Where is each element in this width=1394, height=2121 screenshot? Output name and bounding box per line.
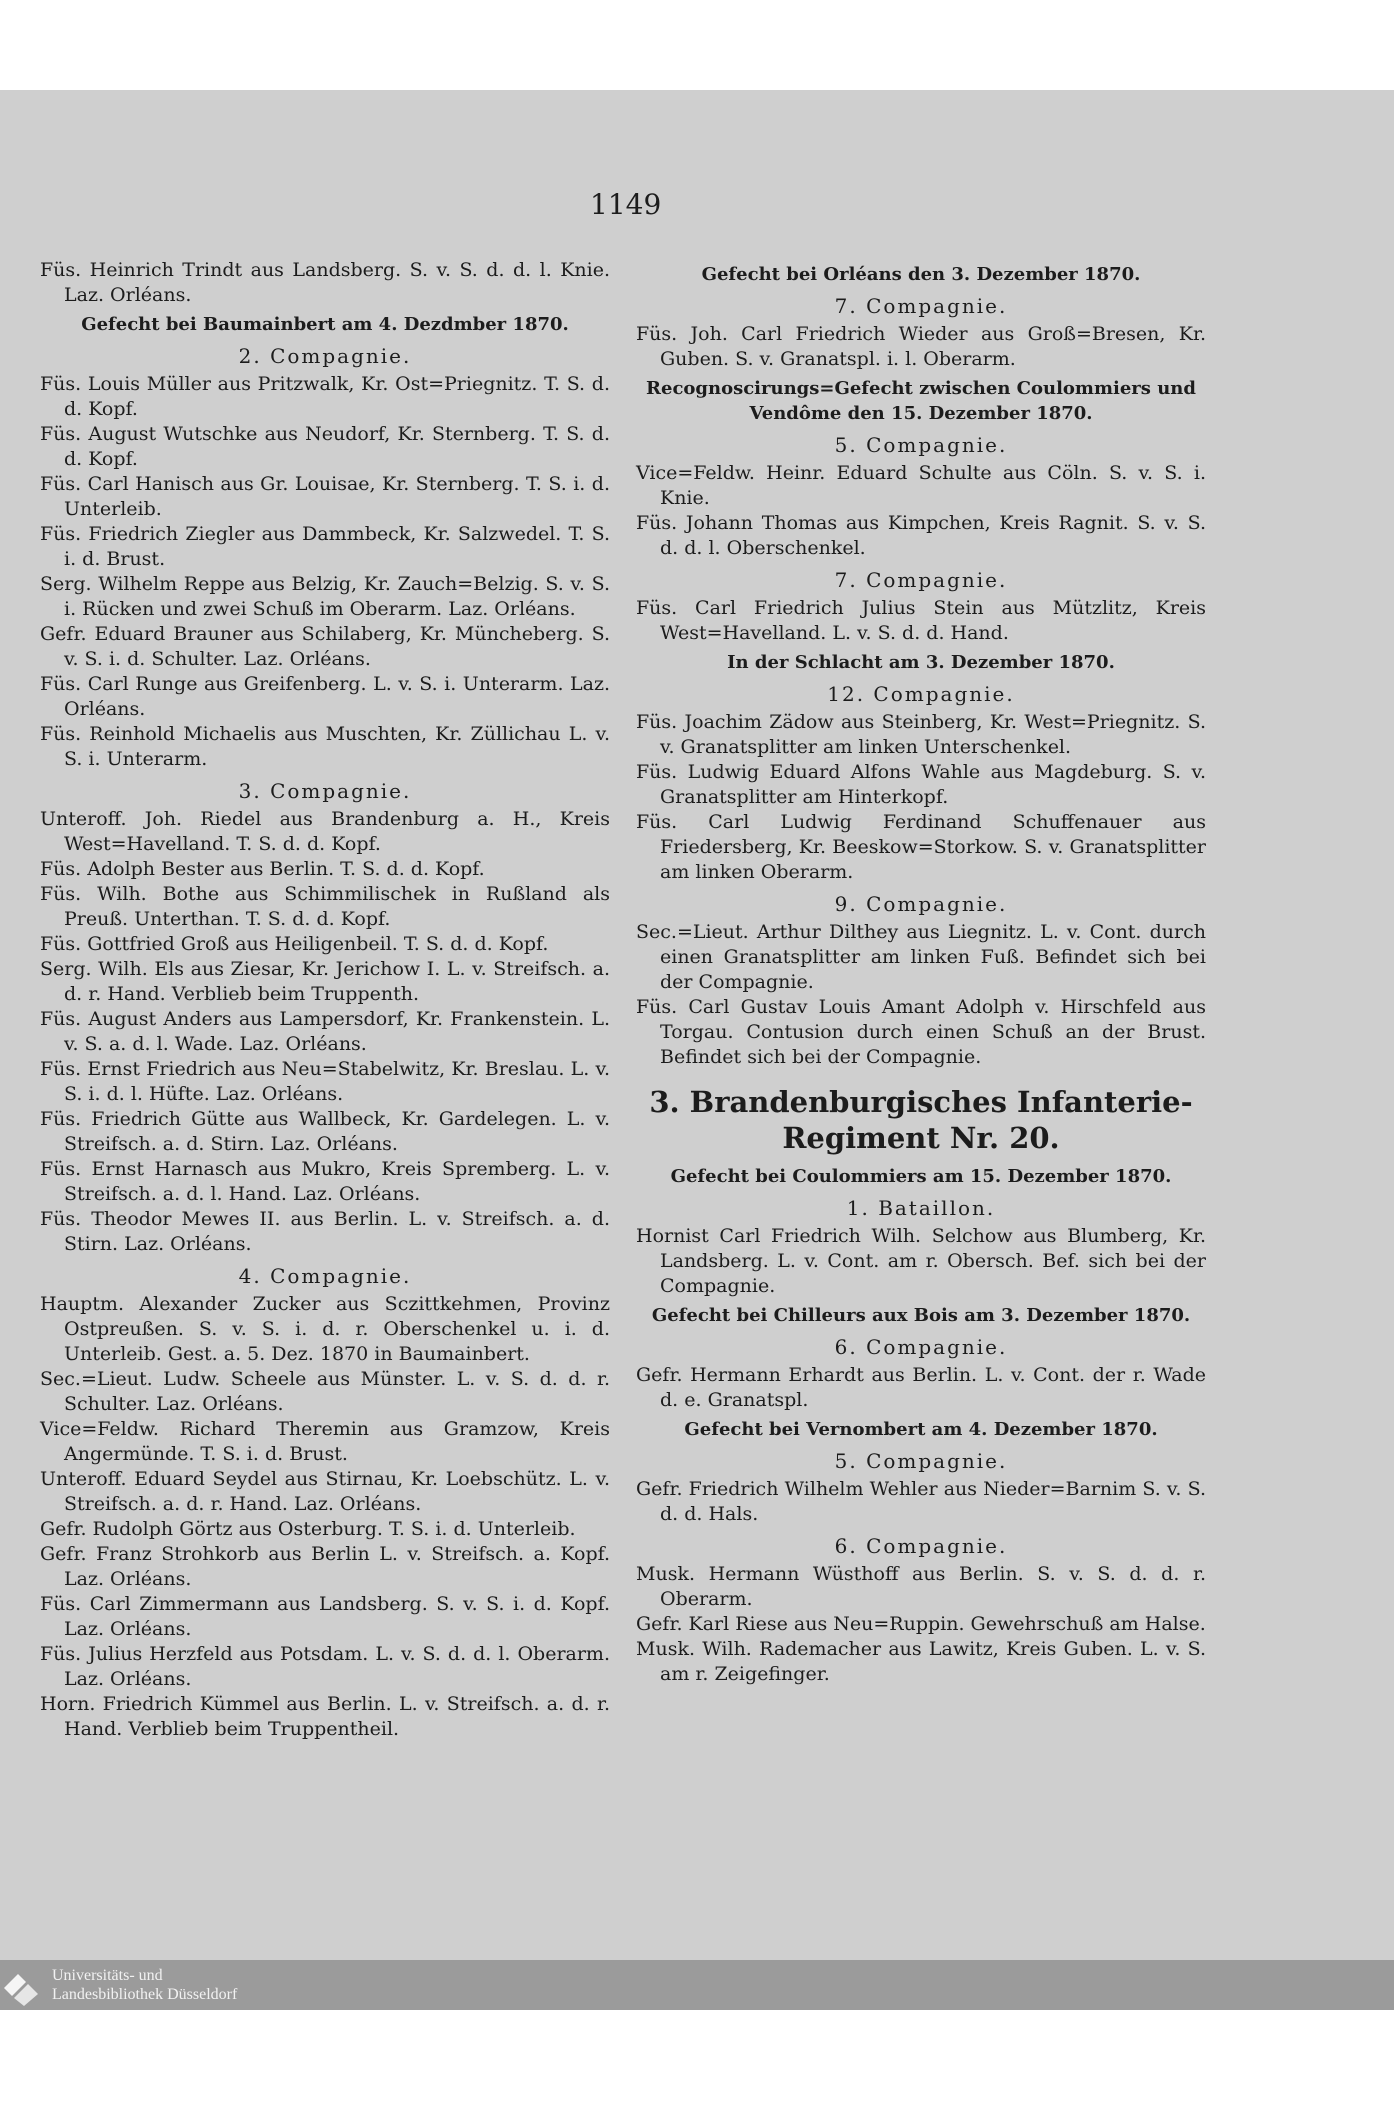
casualty-entry: Gefr. Hermann Erhardt aus Berlin. L. v. Cont. der r. Wade d. e. Granatspl. bbox=[636, 1364, 1206, 1411]
left-column bbox=[40, 258, 610, 1742]
casualty-entry: Musk. Hermann Wüsthoff aus Berlin. S. v. S. d. d. r. Oberarm. bbox=[636, 1563, 1206, 1610]
company-heading: 3. Compagnie. bbox=[238, 779, 412, 803]
battle-heading: Gefecht bei Baumainbert am 4. Dezdmber 1870. bbox=[81, 314, 569, 335]
library-footer bbox=[0, 1960, 1394, 2010]
casualty-entry: Serg. Wilh. Els aus Ziesar, Kr. Jerichow I. L. v. Streifsch. a. d. r. Hand. Verblieb beim Truppenth. bbox=[40, 958, 610, 1005]
casualty-entry: Füs. Heinrich Trindt aus Landsberg. S. v. S. d. d. l. Knie. Laz. Orléans. bbox=[40, 259, 610, 306]
casualty-entry: Hauptm. Alexander Zucker aus Sczittkehmen, Provinz Ostpreußen. S. v. S. i. d. r. Oberschenkel u. i. d. Unterleib. Gest. a. 5. Dez. 1870 in Baumainbert. bbox=[40, 1293, 610, 1365]
company-heading: 6. Compagnie. bbox=[834, 1335, 1008, 1359]
company-heading: 12. Compagnie. bbox=[827, 682, 1015, 706]
casualty-entry: Unteroff. Joh. Riedel aus Brandenburg a. H., Kreis West=Havelland. T. S. d. d. Kopf. bbox=[40, 808, 610, 855]
library-name bbox=[52, 1966, 237, 2004]
page-number: 1149 bbox=[590, 188, 662, 221]
casualty-entry: Füs. Joh. Carl Friedrich Wieder aus Groß=Bresen, Kr. Guben. S. v. Granatspl. i. l. Oberarm. bbox=[636, 323, 1206, 370]
casualty-entry: Füs. Ernst Friedrich aus Neu=Stabelwitz, Kr. Breslau. L. v. S. i. d. l. Hüfte. Laz. Orléans. bbox=[40, 1058, 610, 1105]
casualty-entry: Füs. Reinhold Michaelis aus Muschten, Kr. Züllichau L. v. S. i. Unterarm. bbox=[40, 723, 610, 770]
casualty-entry: Vice=Feldw. Richard Theremin aus Gramzow, Kreis Angermünde. T. S. i. d. Brust. bbox=[40, 1418, 610, 1465]
casualty-entry: Füs. Louis Müller aus Pritzwalk, Kr. Ost=Priegnitz. T. S. d. d. Kopf. bbox=[40, 373, 610, 420]
library-name-line2: Landesbibliothek Düsseldorf bbox=[52, 1986, 238, 2003]
casualty-entry: Füs. Wilh. Bothe aus Schimmilischek in Rußland als Preuß. Unterthan. T. S. d. d. Kopf. bbox=[40, 883, 610, 930]
casualty-entry: Füs. Gottfried Groß aus Heiligenbeil. T. S. d. d. Kopf. bbox=[40, 933, 549, 955]
library-logo-icon bbox=[0, 1966, 44, 2006]
library-name-line1: Universitäts- und bbox=[52, 1967, 163, 1984]
casualty-entry: Unteroff. Eduard Seydel aus Stirnau, Kr. Loebschütz. L. v. Streifsch. a. d. r. Hand. Laz. Orléans. bbox=[40, 1468, 610, 1515]
battle-heading: In der Schlacht am 3. Dezember 1870. bbox=[727, 652, 1115, 673]
casualty-entry: Füs. Joachim Zädow aus Steinberg, Kr. West=Priegnitz. S. v. Granatsplitter am linken Unterschenkel. bbox=[636, 711, 1206, 758]
casualty-entry: Füs. Carl Hanisch aus Gr. Louisae, Kr. Sternberg. T. S. i. d. Unterleib. bbox=[40, 473, 610, 520]
regiment-heading: 3. Brandenburgisches Infanterie-Regiment Nr. 20. bbox=[649, 1085, 1193, 1155]
casualty-entry: Sec.=Lieut. Arthur Dilthey aus Liegnitz. L. v. Cont. durch einen Granatsplitter am linken Fuß. Befindet sich bei der Compagnie. bbox=[636, 921, 1206, 993]
casualty-entry: Füs. Theodor Mewes II. aus Berlin. L. v. Streifsch. a. d. Stirn. Laz. Orléans. bbox=[40, 1208, 610, 1255]
battle-heading: Recognoscirungs=Gefecht zwischen Coulommiers und Vendôme den 15. Dezember 1870. bbox=[646, 378, 1196, 424]
company-heading: 5. Compagnie. bbox=[834, 1449, 1008, 1473]
casualty-entry: Füs. Carl Gustav Louis Amant Adolph v. Hirschfeld aus Torgau. Contusion durch einen Schuß an der Brust. Befindet sich bei der Compagnie. bbox=[636, 996, 1206, 1068]
casualty-entry: Sec.=Lieut. Ludw. Scheele aus Münster. L. v. S. d. d. r. Schulter. Laz. Orléans. bbox=[40, 1368, 610, 1415]
battle-heading: Gefecht bei Vernombert am 4. Dezember 1870. bbox=[684, 1419, 1158, 1440]
company-heading: 7. Compagnie. bbox=[834, 568, 1008, 592]
casualty-entry: Gefr. Rudolph Görtz aus Osterburg. T. S. i. d. Unterleib. bbox=[40, 1518, 576, 1540]
casualty-entry: Füs. Carl Runge aus Greifenberg. L. v. S. i. Unterarm. Laz. Orléans. bbox=[40, 673, 610, 720]
casualty-entry: Füs. Carl Zimmermann aus Landsberg. S. v. S. i. d. Kopf. Laz. Orléans. bbox=[40, 1593, 610, 1640]
casualty-entry: Hornist Carl Friedrich Wilh. Selchow aus Blumberg, Kr. Landsberg. L. v. Cont. am r. Obersch. Bef. sich bei der Compagnie. bbox=[636, 1225, 1206, 1297]
casualty-entry: Füs. Adolph Bester aus Berlin. T. S. d. d. Kopf. bbox=[40, 858, 485, 880]
company-heading: 2. Compagnie. bbox=[238, 344, 412, 368]
company-heading: 9. Compagnie. bbox=[834, 892, 1008, 916]
company-heading: 6. Compagnie. bbox=[834, 1534, 1008, 1558]
casualty-entry: Gefr. Friedrich Wilhelm Wehler aus Nieder=Barnim S. v. S. d. d. Hals. bbox=[636, 1478, 1206, 1525]
casualty-entry: Füs. August Wutschke aus Neudorf, Kr. Sternberg. T. S. d. d. Kopf. bbox=[40, 423, 610, 470]
casualty-entry: Füs. Julius Herzfeld aus Potsdam. L. v. S. d. d. l. Oberarm. Laz. Orléans. bbox=[40, 1643, 610, 1690]
casualty-entry: Füs. August Anders aus Lampersdorf, Kr. Frankenstein. L. v. S. a. d. l. Wade. Laz. Orléans. bbox=[40, 1008, 610, 1055]
casualty-entry: Gefr. Franz Strohkorb aus Berlin L. v. Streifsch. a. Kopf. Laz. Orléans. bbox=[40, 1543, 610, 1590]
company-heading: 7. Compagnie. bbox=[834, 294, 1008, 318]
right-column bbox=[636, 258, 1206, 1687]
casualty-entry: Füs. Ernst Harnasch aus Mukro, Kreis Spremberg. L. v. Streifsch. a. d. l. Hand. Laz. Orléans. bbox=[40, 1158, 610, 1205]
casualty-entry: Füs. Friedrich Ziegler aus Dammbeck, Kr. Salzwedel. T. S. i. d. Brust. bbox=[40, 523, 610, 570]
battle-heading: Gefecht bei Orléans den 3. Dezember 1870. bbox=[701, 264, 1141, 285]
casualty-entry: Serg. Wilhelm Reppe aus Belzig, Kr. Zauch=Belzig. S. v. S. i. Rücken und zwei Schuß im Oberarm. Laz. Orléans. bbox=[40, 573, 610, 620]
casualty-entry: Füs. Johann Thomas aus Kimpchen, Kreis Ragnit. S. v. S. d. d. l. Oberschenkel. bbox=[636, 512, 1206, 559]
company-heading: 1. Bataillon. bbox=[846, 1196, 996, 1220]
casualty-entry: Vice=Feldw. Heinr. Eduard Schulte aus Cöln. S. v. S. i. Knie. bbox=[636, 462, 1206, 509]
battle-heading: Gefecht bei Chilleurs aux Bois am 3. Dezember 1870. bbox=[651, 1305, 1191, 1326]
battle-heading: Gefecht bei Coulommiers am 15. Dezember 1870. bbox=[670, 1166, 1172, 1187]
company-heading: 5. Compagnie. bbox=[834, 433, 1008, 457]
casualty-entry: Füs. Carl Ludwig Ferdinand Schuffenauer aus Friedersberg, Kr. Beeskow=Storkow. S. v. Granatsplitter am linken Oberarm. bbox=[636, 811, 1206, 883]
casualty-entry: Füs. Friedrich Gütte aus Wallbeck, Kr. Gardelegen. L. v. Streifsch. a. d. Stirn. Laz. Orléans. bbox=[40, 1108, 610, 1155]
casualty-entry: Füs. Ludwig Eduard Alfons Wahle aus Magdeburg. S. v. Granatsplitter am Hinterkopf. bbox=[636, 761, 1206, 808]
casualty-entry: Musk. Wilh. Rademacher aus Lawitz, Kreis Guben. L. v. S. am r. Zeigefinger. bbox=[636, 1638, 1206, 1685]
casualty-entry: Füs. Carl Friedrich Julius Stein aus Mützlitz, Kreis West=Havelland. L. v. S. d. d. Hand. bbox=[636, 597, 1206, 644]
casualty-entry: Gefr. Eduard Brauner aus Schilaberg, Kr. Müncheberg. S. v. S. i. d. Schulter. Laz. Orléans. bbox=[40, 623, 610, 670]
company-heading: 4. Compagnie. bbox=[238, 1264, 412, 1288]
casualty-entry: Horn. Friedrich Kümmel aus Berlin. L. v. Streifsch. a. d. r. Hand. Verblieb beim Truppentheil. bbox=[40, 1693, 610, 1740]
casualty-entry: Gefr. Karl Riese aus Neu=Ruppin. Gewehrschuß am Halse. bbox=[636, 1613, 1206, 1635]
